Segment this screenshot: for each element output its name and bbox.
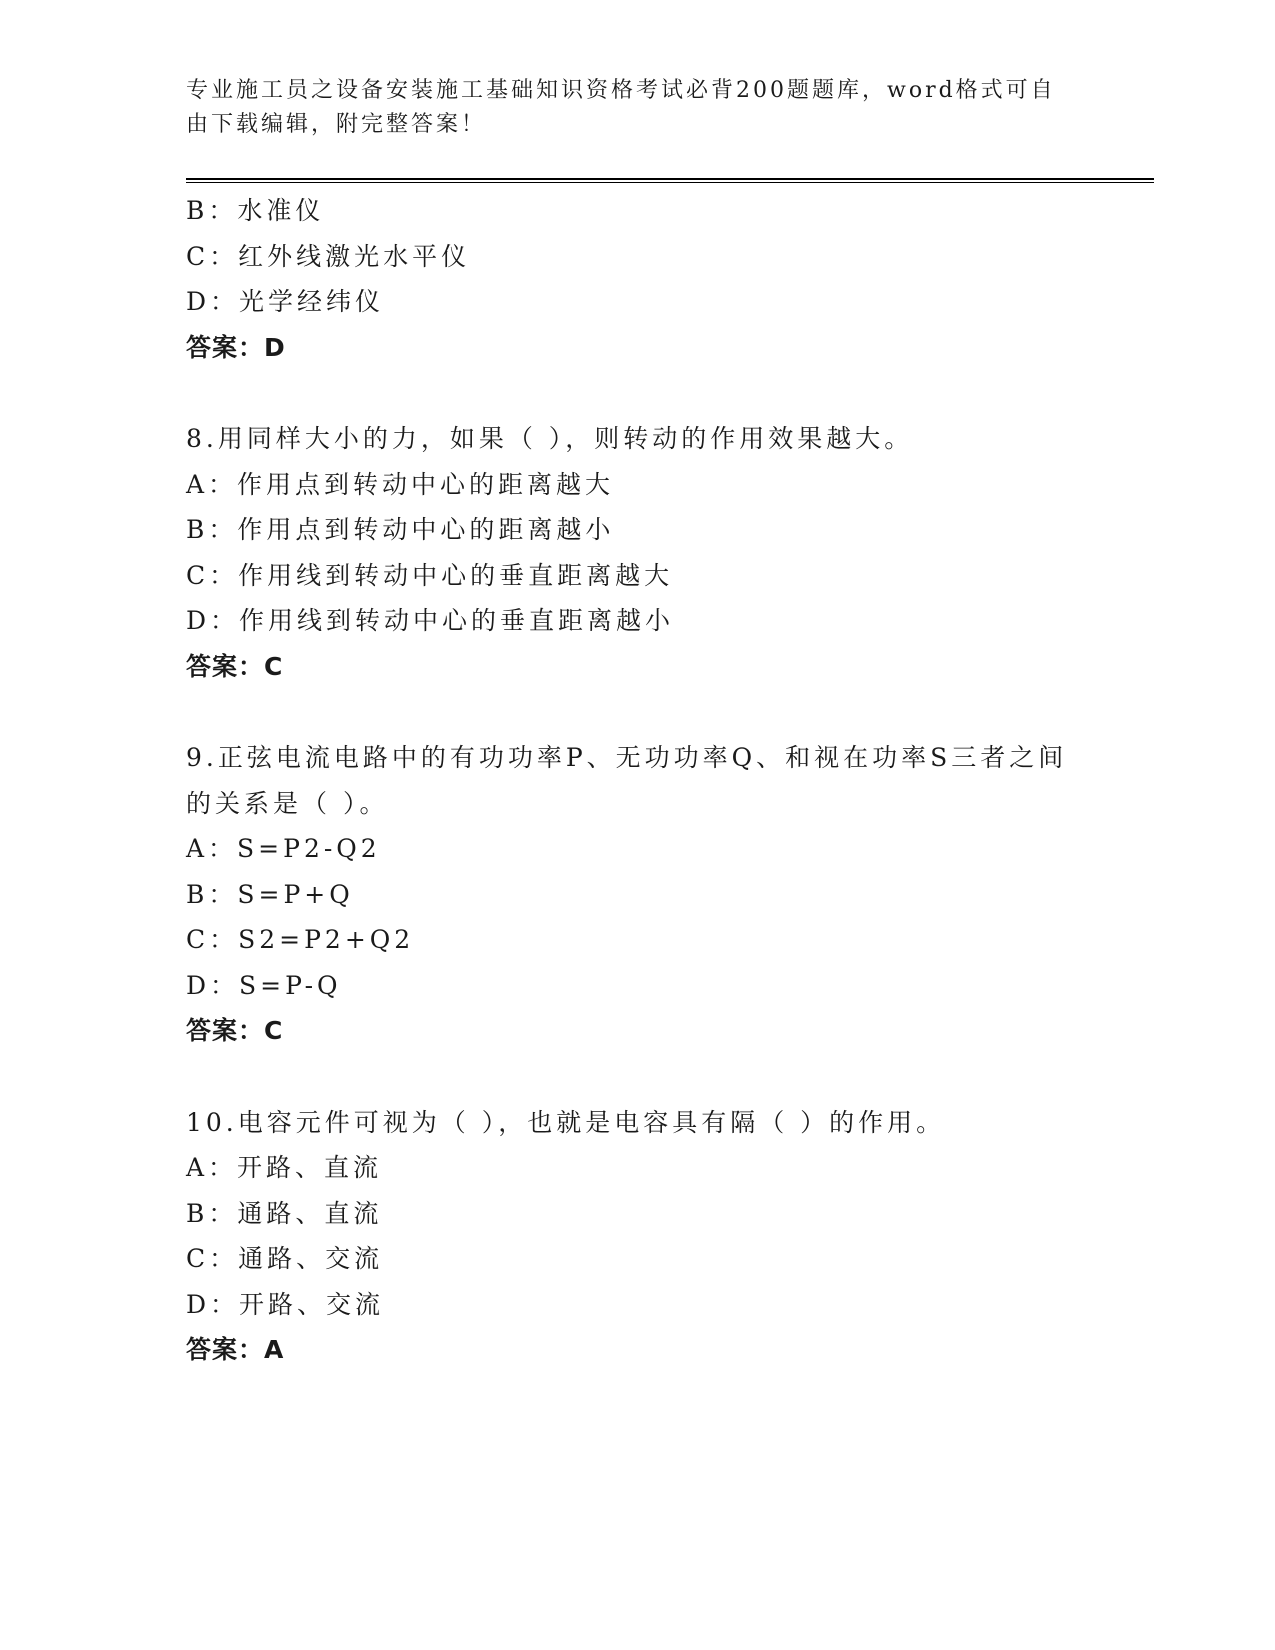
answer: 答案：C — [186, 1016, 284, 1045]
question-text: 8.用同样大小的力，如果（ ），则转动的作用效果越大。 — [186, 424, 914, 453]
option-b: B：S=P+Q — [186, 879, 354, 909]
option-d: D：开路、交流 — [186, 1289, 385, 1319]
option-c: C：红外线激光水平仪 — [186, 241, 471, 271]
previous-question-tail — [186, 188, 1086, 370]
option-c: C：S2=P2+Q2 — [186, 925, 415, 954]
answer: 答案：D — [186, 332, 286, 362]
answer: 答案：A — [186, 1335, 285, 1364]
header-divider — [186, 178, 1154, 183]
option-b: B：作用点到转动中心的距离越小 — [186, 515, 615, 544]
option-b: B：通路、直流 — [186, 1198, 383, 1228]
option-d: D：作用线到转动中心的垂直距离越小 — [186, 606, 675, 635]
option-d: D：光学经纬仪 — [186, 287, 385, 316]
question-9 — [186, 735, 1086, 1054]
question-10 — [186, 1100, 1086, 1373]
question-8 — [186, 416, 1086, 689]
option-a: A：开路、直流 — [186, 1153, 383, 1182]
option-c: C：通路、交流 — [186, 1244, 384, 1273]
option-c: C：作用线到转动中心的垂直距离越大 — [186, 560, 674, 590]
option-d: D：S=P-Q — [186, 970, 342, 1000]
option-a: A：S=P2-Q2 — [186, 834, 381, 863]
answer: 答案：C — [186, 651, 284, 681]
option-b: B：水准仪 — [186, 196, 325, 225]
document-header: 专业施工员之设备安装施工基础知识资格考试必背200题题库，word格式可自由下载编辑，附完整答案！ — [186, 78, 1056, 137]
option-a: A：作用点到转动中心的距离越大 — [186, 469, 615, 499]
question-text: 9.正弦电流电路中的有功功率P、无功功率Q、和视在功率S三者之间的关系是（ ）。 — [186, 743, 1068, 818]
question-text: 10.电容元件可视为（ ），也就是电容具有隔（ ）的作用。 — [186, 1107, 946, 1137]
document-body — [186, 188, 1086, 1373]
